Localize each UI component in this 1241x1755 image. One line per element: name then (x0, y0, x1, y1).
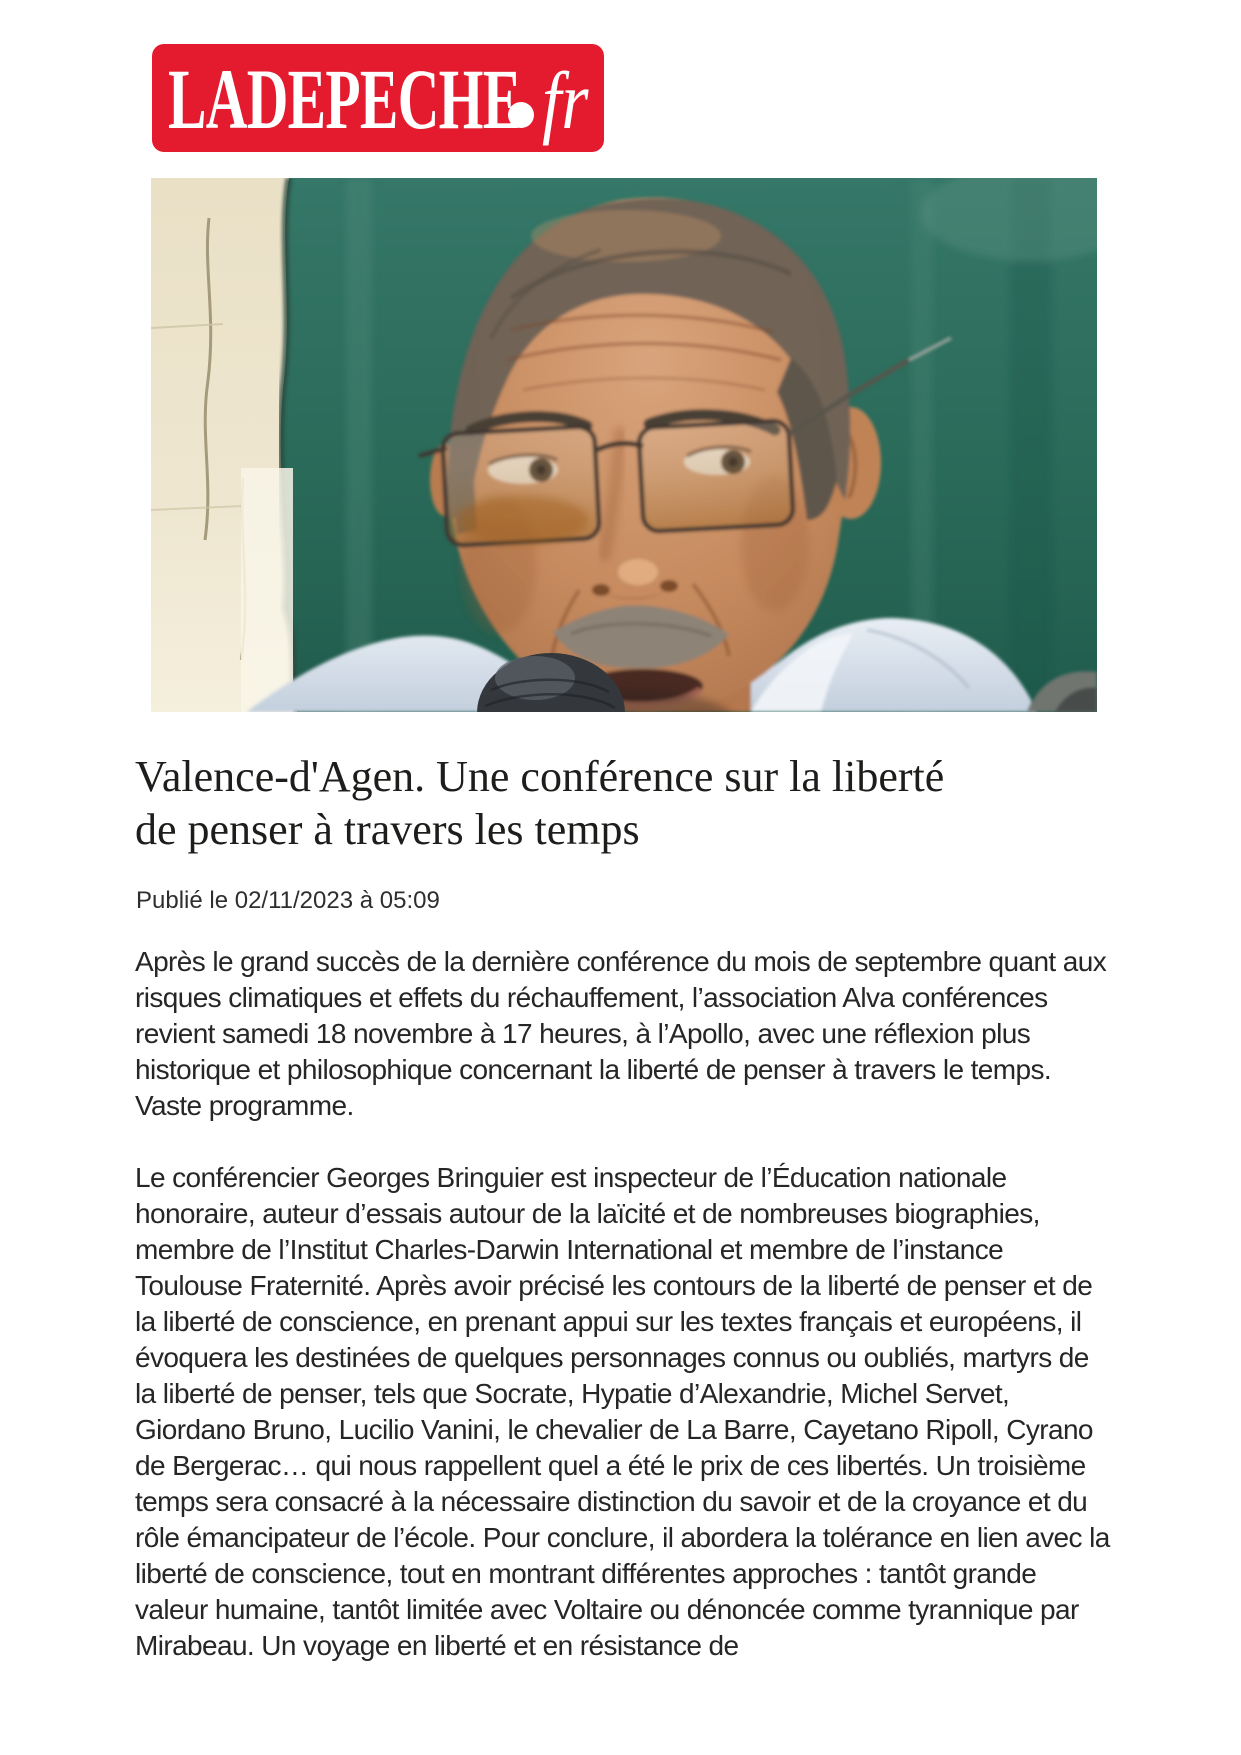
article-paragraph-1: Après le grand succès de la dernière conférence du mois de septembre quant aux risques climatiques et effets du réchauffement, l’association Alva conférences revient samedi 18 novembre à 17 heures, à l’Apollo, avec une réflexion plus historique et philosophique concernant la liberté de penser à travers le temps. Vaste programme. (135, 946, 1107, 1121)
logo-tld: fr (542, 55, 589, 146)
article-title-line1: Valence-d'Agen. Une conférence sur la liberté (135, 752, 945, 801)
publish-date: Publié le 02/11/2023 à 05:09 (136, 887, 440, 914)
portrait-illustration (151, 178, 1097, 712)
ladepeche-logo[interactable] (152, 44, 604, 152)
article-paragraph-2: Le conférencier Georges Bringuier est inspecteur de l’Éducation nationale honoraire, auteur d’essais autour de la laïcité et de nombreuses biographies, membre de l’Institut Charles-Darwin International et membre de l’instance Toulouse Fraternité. Après avoir précisé les contours de la liberté de penser et de la liberté de conscience, en prenant appui sur les textes français et européens, il évoquera les destinées de quelques personnages connus ou oubliés, martyrs de la liberté de penser, tels que Socrate, Hypatie d’Alexandrie, Michel Servet, Giordano Bruno, Lucilio Vanini, le chevalier de La Barre, Cayetano Ripoll, Cyrano de Bergerac… qui nous rappellent quel a été le prix de ces libertés. Un troisième temps sera consacré à la nécessaire distinction du savoir et de la croyance et du rôle émancipateur de l’école. Pour conclure, il abordera la tolérance en lien avec la liberté de conscience, tout en montrant différentes approches : tantôt grande valeur humaine, tantôt limitée avec Voltaire ou dénoncée comme tyrannique par Mirabeau. Un voyage en liberté et en résistance de (135, 1162, 1110, 1661)
article-body (135, 944, 1112, 1700)
article-title (135, 750, 1115, 856)
logo-wordmark: LADEPECHE (168, 51, 521, 147)
article-photo (151, 178, 1097, 712)
article-title-line2: de penser à travers les temps (135, 805, 640, 854)
